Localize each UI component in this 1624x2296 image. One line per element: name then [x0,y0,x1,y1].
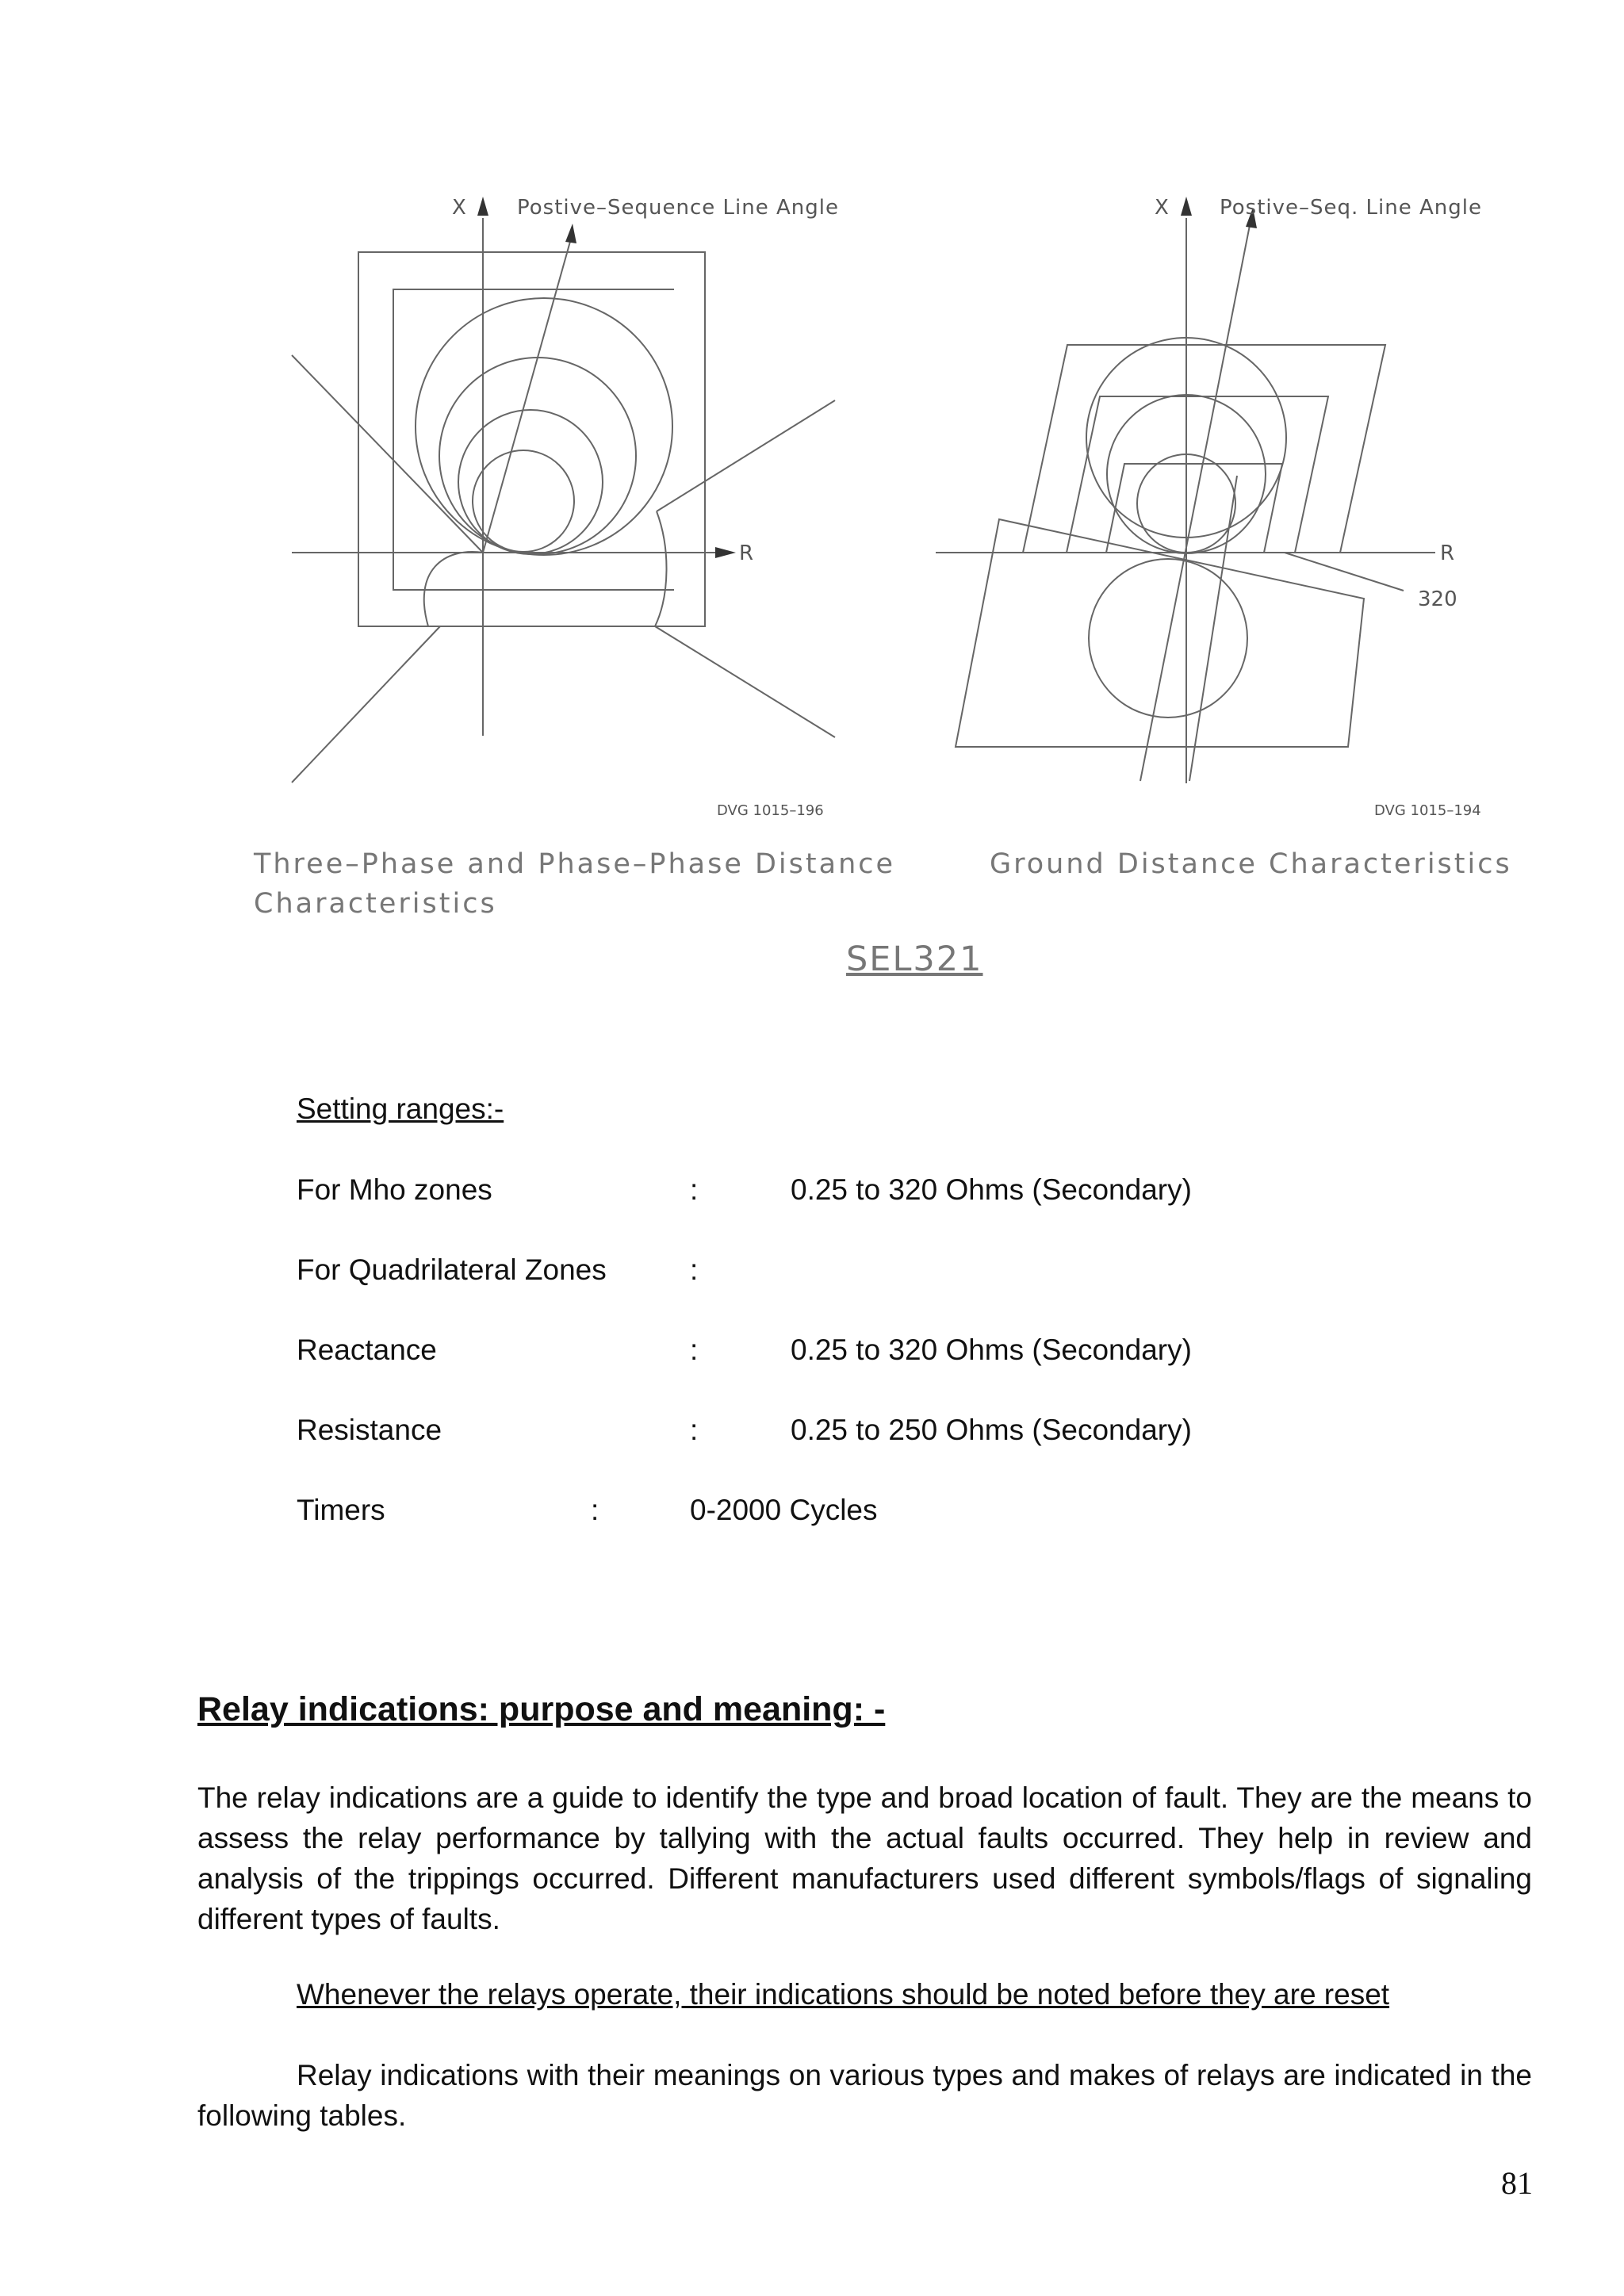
setting-separator: : [690,1253,699,1286]
section-note: Whenever the relays operate, their indications should be noted before they are reset [297,1978,1390,2011]
right-value-label: 320 [1418,587,1457,611]
setting-label: For Mho zones [297,1173,492,1206]
setting-value: 0.25 to 320 Ohms (Secondary) [791,1334,1192,1366]
setting-row [0,1414,1624,1453]
setting-label: For Quadrilateral Zones [297,1253,607,1286]
right-caption: Ground Distance Characteristics [990,848,1512,880]
right-drawing-number: DVG 1015–194 [1374,802,1481,819]
section-closing: Relay indications with their meanings on various types and makes of relays are indicated in the following tables. [197,2059,1532,2132]
left-caption-line1: Three–Phase and Phase–Phase Distance [254,848,896,880]
page-number: 81 [1501,2165,1533,2201]
left-x-axis-label: X [452,196,466,220]
setting-label: Resistance [297,1414,442,1446]
setting-separator: : [690,1414,699,1446]
timers-value: 0-2000 Cycles [690,1494,878,1526]
setting-row [0,1334,1624,1373]
setting-ranges-title: Setting ranges:- [297,1093,504,1125]
setting-separator: : [690,1334,699,1366]
section-heading: Relay indications: purpose and meaning: - [197,1690,886,1728]
setting-row [0,1253,1624,1293]
right-r-axis-label: R [1440,541,1455,565]
setting-value: 0.25 to 320 Ohms (Secondary) [791,1173,1192,1206]
right-angle-label: Postive–Seq. Line Angle [1220,196,1482,220]
left-caption-line2: Characteristics [254,888,497,920]
setting-value: 0.25 to 250 Ohms (Secondary) [791,1414,1192,1446]
relay-characteristics-figure [0,0,1624,936]
model-label: SEL321 [846,939,983,979]
right-x-axis-label: X [1155,196,1169,220]
setting-separator: : [690,1173,699,1206]
left-r-axis-label: R [739,541,754,565]
timers-label: Timers [297,1494,385,1526]
setting-label: Reactance [297,1334,437,1366]
timers-row [0,1494,1624,1533]
section-paragraph: The relay indications are a guide to identify the type and broad location of fault. They are the means to assess the relay performance by tallying with the actual faults occurred. They help in review and analysis of the trippings occurred. Different manufacturers used different symbols/flags of signaling different types of faults. [197,1781,1532,1935]
left-angle-label: Postive–Sequence Line Angle [517,196,839,220]
ground-distance-diagram [936,217,1435,783]
phase-distance-diagram [292,218,835,783]
timers-separator: : [591,1494,599,1526]
left-drawing-number: DVG 1015–196 [717,802,824,819]
left-caption [254,844,895,924]
setting-row [0,1173,1624,1213]
